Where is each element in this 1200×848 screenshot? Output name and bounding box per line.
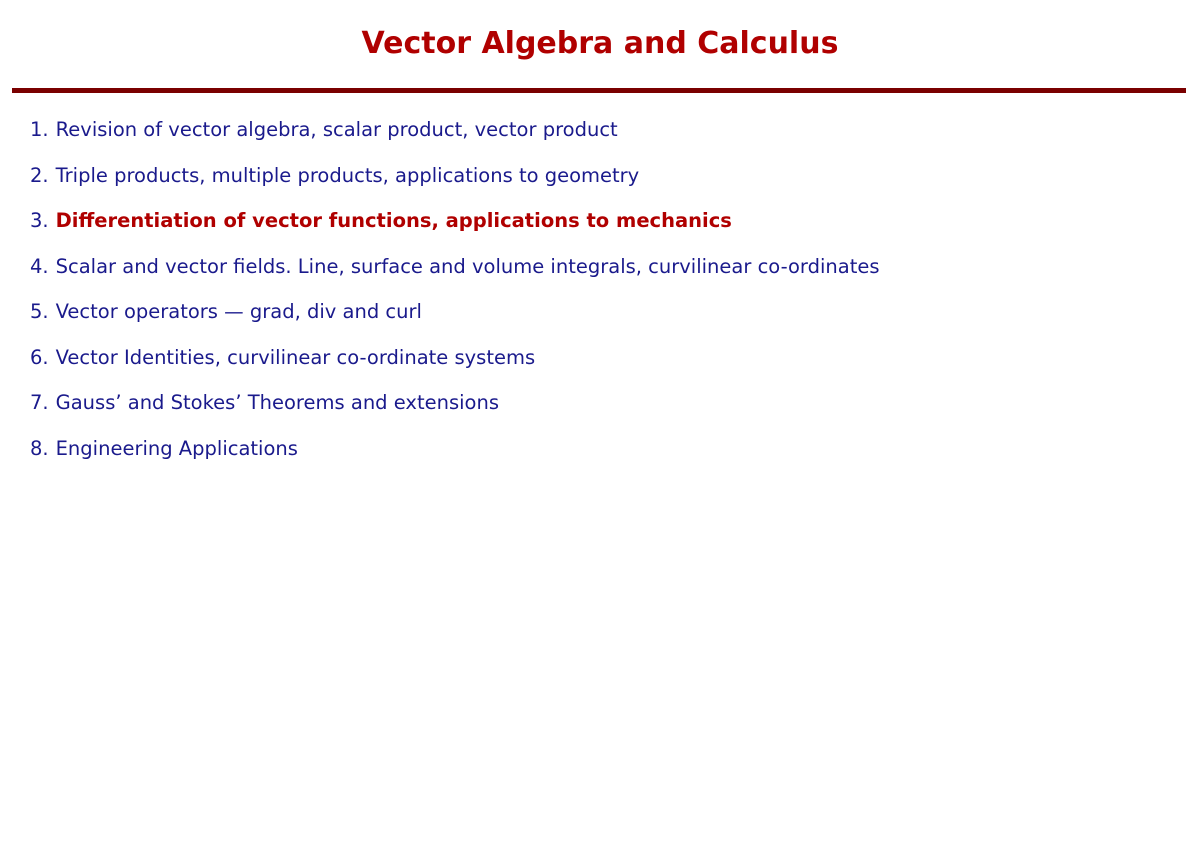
outline-item-7 [30, 391, 880, 437]
item-number: 5. [30, 300, 49, 323]
outline-list [30, 118, 880, 482]
outline-item-8 [30, 437, 880, 483]
slide-title: Vector Algebra and Calculus [361, 26, 839, 61]
title-rule [12, 88, 1186, 93]
item-number: 6. [30, 345, 49, 369]
outline-item-6 [30, 346, 880, 392]
item-label: Vector Identities, curvilinear co-ordinate systems [55, 345, 536, 369]
item-label: Triple products, multiple products, applications to geometry [55, 163, 640, 187]
item-label: Engineering Applications [55, 436, 298, 460]
outline-item-5 [30, 300, 880, 346]
item-number: 8. [30, 436, 49, 460]
item-label-highlighted: Differentiation of vector functions, applications to mechanics [55, 209, 732, 232]
item-label: Scalar and vector fields. Line, surface and volume integrals, curvilinear co-ordinates [55, 254, 880, 278]
item-number: 4. [30, 254, 49, 278]
item-label: Vector operators — grad, div and curl [55, 300, 422, 323]
item-label: Revision of vector algebra, scalar product, vector product [55, 118, 618, 141]
outline-item-3-current [30, 209, 880, 255]
outline-item-2 [30, 164, 880, 210]
item-number: 1. [30, 118, 49, 141]
item-label: Gauss’ and Stokes’ Theorems and extensions [55, 391, 499, 414]
item-number: 7. [30, 391, 49, 414]
outline-item-1 [30, 118, 880, 164]
item-number: 3. [30, 209, 49, 232]
item-number: 2. [30, 163, 49, 187]
outline-item-4 [30, 255, 880, 301]
